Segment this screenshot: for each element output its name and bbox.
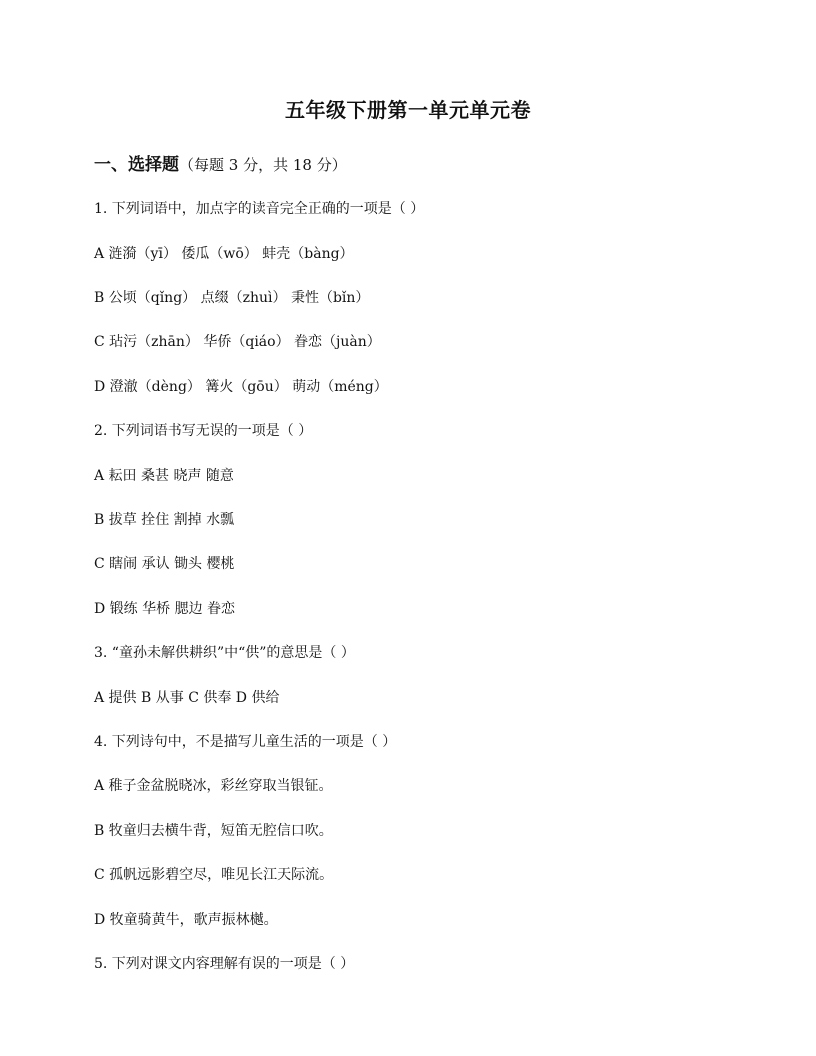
question-2: 2. 下列词语书写无误的一项是（ ） [94, 423, 313, 439]
question-4-option-b: B 牧童归去横牛背，短笛无腔信口吹。 [94, 823, 333, 839]
question-4: 4. 下列诗句中，不是描写儿童生活的一项是（ ） [94, 734, 397, 750]
question-1-option-d: D 澄澈（dèng） 篝火（gōu） 萌动（méng） [94, 379, 388, 395]
question-1: 1. 下列词语中，加点字的读音完全正确的一项是（ ） [94, 201, 425, 217]
question-1-option-c: C 玷污（zhān） 华侨（qiáo） 眷恋（juàn） [94, 334, 381, 350]
section-heading-label: 一、选择题 [94, 155, 179, 175]
section-heading-note: （每题 3 分，共 18 分） [179, 156, 347, 174]
document-title: 五年级下册第一单元单元卷 [285, 98, 531, 122]
question-2-option-d: D 锻练 华桥 腮边 眷恋 [94, 601, 236, 617]
question-5: 5. 下列对课文内容理解有误的一项是（ ） [94, 956, 355, 972]
section-heading [94, 150, 347, 175]
question-3-options: A 提供 B 从事 C 供奉 D 供给 [94, 690, 280, 706]
question-3: 3. “童孙未解供耕织”中“供”的意思是（ ） [94, 645, 355, 661]
question-4-option-c: C 孤帆远影碧空尽，唯见长江天际流。 [94, 867, 334, 883]
question-1-option-b: B 公顷（qǐng） 点缀（zhuì） 秉性（bǐn） [94, 290, 370, 306]
question-2-option-a: A 耘田 桑甚 晓声 随意 [94, 468, 234, 484]
question-2-option-c: C 瞎闹 承认 锄头 樱桃 [94, 556, 235, 572]
question-4-option-a: A 稚子金盆脱晓冰，彩丝穿取当银钲。 [94, 778, 333, 794]
question-2-option-b: B 拔草 拴住 割掉 水瓢 [94, 512, 235, 528]
question-1-option-a: A 涟漪（yī） 倭瓜（wō） 蚌壳（bàng） [94, 246, 354, 262]
question-4-option-d: D 牧童骑黄牛，歌声振林樾。 [94, 912, 278, 928]
